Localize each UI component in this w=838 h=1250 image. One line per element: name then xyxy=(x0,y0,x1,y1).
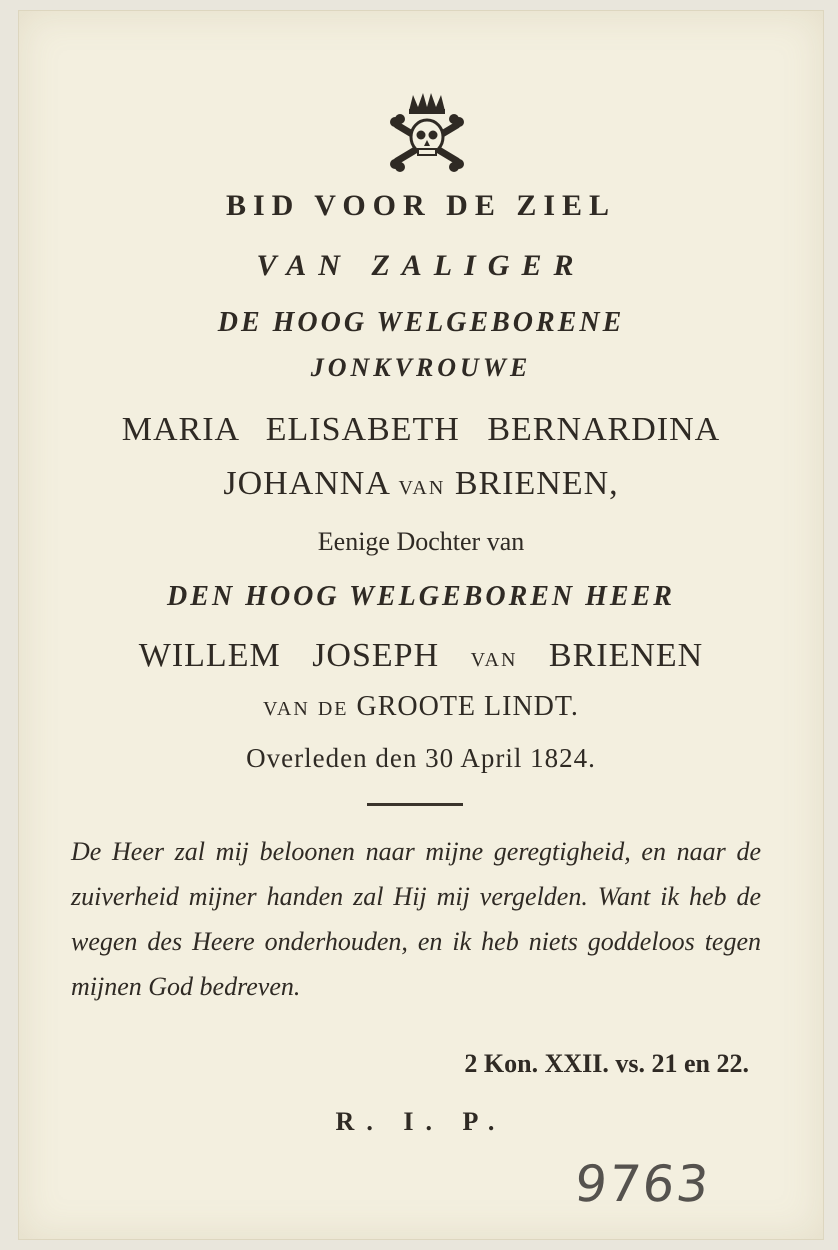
handwritten-inventory-number: 9763 xyxy=(571,1155,714,1213)
heading-pray: BID VOOR DE ZIEL xyxy=(225,189,617,222)
deceased-name-line xyxy=(19,465,823,503)
estate-de: DE xyxy=(317,698,349,720)
memorial-card xyxy=(18,10,824,1240)
deceased-name-johanna: JOHANNA xyxy=(223,465,390,502)
estate-van: VAN xyxy=(263,698,310,720)
title-hoog-welgeborene: DE HOOG WELGEBORENE xyxy=(217,307,625,338)
father-name-line xyxy=(19,637,823,675)
rip-text: R. I. P. xyxy=(335,1107,507,1136)
skull-crossbones-icon xyxy=(385,89,469,173)
deceased-surname: BRIENEN, xyxy=(454,465,619,502)
deceased-given-names: MARIA ELISABETH BERNARDINA xyxy=(121,411,721,448)
deceased-name-van: VAN xyxy=(398,477,446,499)
title-jonkvrouwe: JONKVROUWE xyxy=(310,353,532,382)
date-of-death: Overleden den 30 April 1824. xyxy=(246,743,596,773)
father-name-van: VAN xyxy=(470,649,518,671)
bible-verse: De Heer zal mij beloonen naar mijne geregtigheid, en naar de zuiverheid mijner handen zal Hij mij vergelden. Want ik heb de wegen des Heere onderhouden, en ik heb niets goddeloos tegen mijnen God bedreven. xyxy=(71,837,761,1001)
estate-line xyxy=(19,691,823,723)
father-surname: BRIENEN xyxy=(548,637,704,674)
estate-name: GROOTE LINDT. xyxy=(356,691,579,722)
title-hoog-welgeboren-heer: DEN HOOG WELGEBOREN HEER xyxy=(167,581,675,612)
divider-rule xyxy=(367,803,463,806)
father-given-names: WILLEM JOSEPH xyxy=(138,637,440,674)
heading-van-zaliger: VAN ZALIGER xyxy=(256,249,586,282)
verse-reference: 2 Kon. XXII. vs. 21 en 22. xyxy=(464,1049,749,1078)
daughter-of: Eenige Dochter van xyxy=(317,527,525,556)
